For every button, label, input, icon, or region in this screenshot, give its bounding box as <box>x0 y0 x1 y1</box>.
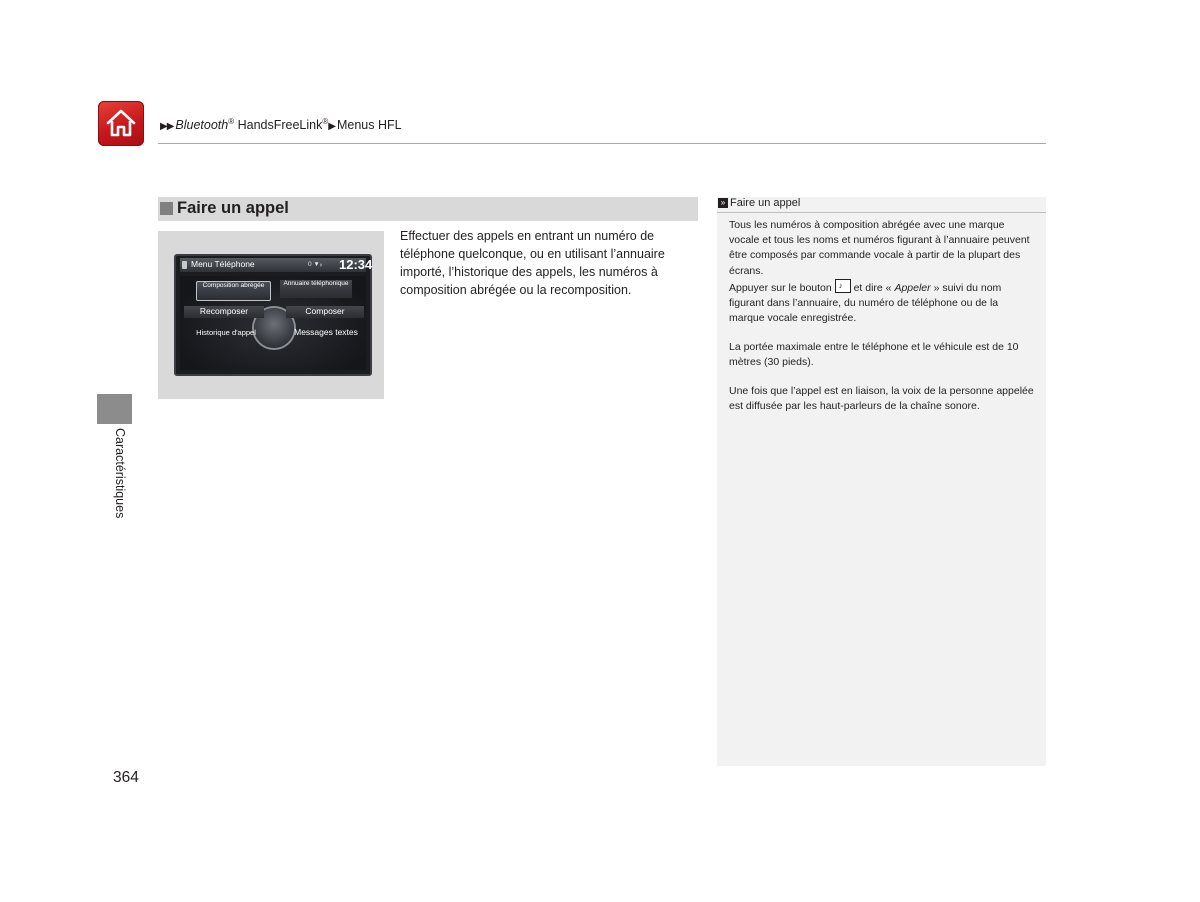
option-redial[interactable]: Recomposer <box>184 306 264 318</box>
body-paragraph: Effectuer des appels en entrant un numéro de téléphone quelconque, ou en utilisant l’annuaire importé, l’historique des appels, les numéros à composition abrégée ou la recomposition. <box>400 229 665 297</box>
screen-title: Menu Téléphone <box>191 259 255 269</box>
note-paragraph: Tous les numéros à composition abrégée avec une marque vocale et tous les noms et numéros figurant à l’annuaire peuvent être composés par commande vocale à partir de la plupart des écrans. <box>729 219 1030 277</box>
header-divider <box>158 143 1046 144</box>
breadcrumb <box>160 117 402 132</box>
chapter-label: Caractéristiques <box>113 428 127 519</box>
breadcrumb-item-bluetooth[interactable]: Bluetooth <box>175 118 229 133</box>
side-note-body <box>729 218 1034 428</box>
note-paragraph: La portée maximale entre le téléphone et le véhicule est de 10 mètres (30 pieds). <box>729 340 1019 369</box>
registered-mark: ® <box>228 117 235 126</box>
side-note-header <box>717 197 1046 213</box>
breadcrumb-item-menus-hfl: Menus HFL <box>336 118 402 133</box>
option-call-history[interactable]: Historique d'appel <box>196 328 256 337</box>
chevron-right-icon: ▶ <box>328 121 335 133</box>
registered-mark: ® <box>322 117 329 126</box>
chapter-tab[interactable] <box>97 394 132 424</box>
side-note <box>717 197 1046 766</box>
phone-icon <box>182 261 187 269</box>
option-speed-dial[interactable]: Composition abrégée <box>196 281 271 301</box>
section-header <box>158 197 698 221</box>
note-text: » suivi du nom figurant dans l’annuaire, du numéro de téléphone ou de la marque vocale enregistrée. <box>729 281 1002 325</box>
note-text: Appuyer sur le bouton <box>729 281 832 294</box>
section-square-icon <box>160 202 173 215</box>
chevron-right-icon: ▶▶ <box>160 121 174 133</box>
breadcrumb-item-handsfreelink[interactable]: HandsFreeLink <box>234 118 323 133</box>
screen-clock: 12:34 <box>339 257 373 272</box>
option-phonebook[interactable]: Annuaire téléphonique <box>280 280 352 298</box>
screen-menu-panel <box>180 276 366 370</box>
screen-illustration <box>158 231 384 399</box>
page-number: 364 <box>113 769 139 786</box>
signal-icon: 0 ▼ᵢₗ <box>308 261 322 268</box>
phone-menu-screen <box>174 254 372 376</box>
note-text: et dire « <box>853 281 892 294</box>
note-arrow-icon: » <box>718 198 728 208</box>
option-dial[interactable]: Composer <box>286 306 364 318</box>
section-title: Faire un appel <box>177 199 289 217</box>
option-text-messages[interactable]: Messages textes <box>294 327 358 337</box>
note-emphasis: Appeler <box>894 281 931 294</box>
screen-status-bar <box>180 257 373 272</box>
note-paragraph: Une fois que l’appel est en liaison, la voix de la personne appelée est diffusée par les haut-parleurs de la chaîne sonore. <box>729 384 1034 413</box>
home-button[interactable] <box>98 101 144 146</box>
home-icon <box>105 107 137 139</box>
side-note-title: Faire un appel <box>730 197 801 209</box>
talk-button-icon: ♪ <box>835 279 851 293</box>
